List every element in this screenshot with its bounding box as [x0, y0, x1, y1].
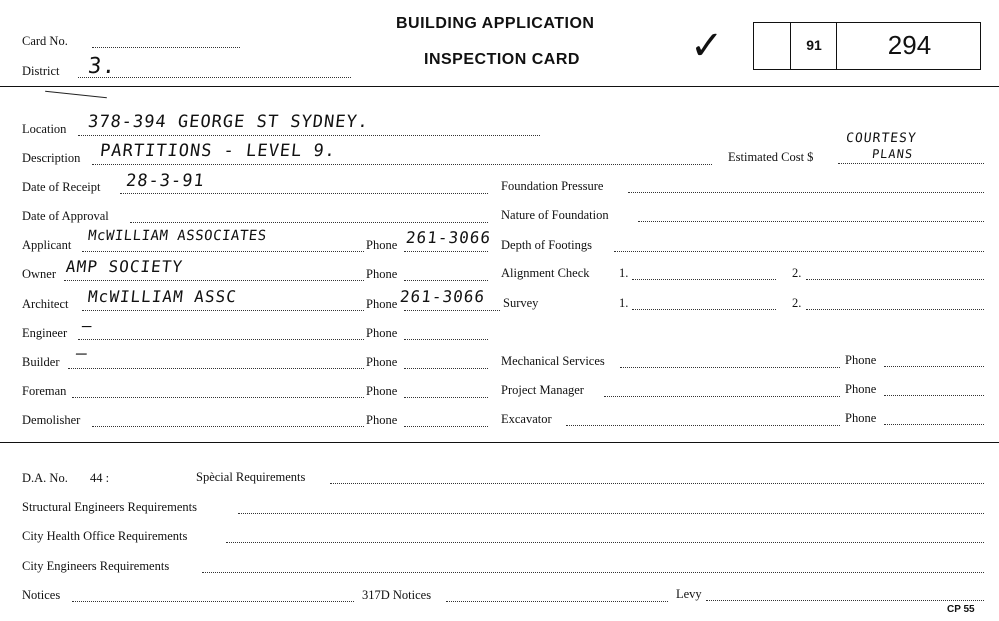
section-divider	[0, 442, 999, 443]
alignment-check-field-2[interactable]	[806, 279, 984, 280]
district-value: 3.	[86, 54, 118, 79]
special-requirements-field[interactable]	[330, 483, 984, 484]
project-manager-label: Project Manager	[501, 383, 584, 397]
engineers-requirements-label: City Engineers Requirements	[22, 559, 170, 573]
date-of-receipt-value: 28-3-91	[124, 171, 206, 191]
foundation-pressure-field[interactable]	[628, 192, 984, 193]
architect-phone-label: Phone	[366, 297, 398, 311]
alignment-check-label: Alignment Check	[501, 266, 590, 280]
alignment-check-num-2: 2.	[792, 266, 802, 280]
form-title-line2: INSPECTION CARD	[424, 51, 580, 68]
estimated-cost-field[interactable]	[838, 163, 984, 164]
card-number-large: 294	[887, 30, 932, 60]
estimated-cost-value-1: COURTESY	[845, 131, 918, 146]
depth-of-footings-field[interactable]	[614, 251, 984, 252]
architect-phone-value: 261-3066	[399, 287, 487, 306]
da-no-value: 44 :	[90, 471, 110, 485]
mechanical-services-label: Mechanical Services	[501, 354, 605, 368]
builder-label: Builder	[22, 355, 60, 369]
demolisher-label: Demolisher	[22, 413, 81, 427]
depth-of-footings-label: Depth of Footings	[501, 238, 592, 252]
location-label: Location	[22, 122, 67, 136]
location-value: 378-394 GEORGE ST SYDNEY.	[86, 112, 370, 132]
owner-field[interactable]	[64, 280, 364, 281]
survey-field-1[interactable]	[632, 309, 776, 310]
alignment-check-num-1: 1.	[619, 266, 629, 280]
foreman-phone-field[interactable]	[404, 397, 488, 398]
engineer-value: —	[81, 316, 94, 335]
mechanical-services-phone-label: Phone	[845, 353, 877, 367]
date-of-receipt-label: Date of Receipt	[22, 180, 101, 194]
foundation-pressure-label: Foundation Pressure	[501, 179, 604, 193]
notices-field[interactable]	[72, 601, 354, 602]
nature-of-foundation-label: Nature of Foundation	[501, 208, 609, 222]
excavator-phone-label: Phone	[845, 411, 877, 425]
survey-num-1: 1.	[619, 296, 629, 310]
builder-phone-label: Phone	[366, 355, 398, 369]
survey-num-2: 2.	[792, 296, 802, 310]
date-of-approval-label: Date of Approval	[22, 209, 109, 223]
da-no-label: D.A. No.	[22, 471, 68, 485]
form-code: CP 55	[947, 604, 975, 615]
nature-of-foundation-field[interactable]	[638, 221, 984, 222]
pen-stroke	[45, 91, 107, 98]
foreman-label: Foreman	[22, 384, 67, 398]
engineers-requirements-field[interactable]	[202, 572, 984, 573]
architect-label: Architect	[22, 297, 69, 311]
project-manager-phone-field[interactable]	[884, 395, 984, 396]
excavator-phone-field[interactable]	[884, 424, 984, 425]
estimated-cost-label: Estimated Cost $	[728, 150, 814, 164]
builder-field[interactable]	[68, 368, 364, 369]
foreman-field[interactable]	[72, 397, 364, 398]
location-field[interactable]	[78, 135, 540, 136]
builder-value: —	[74, 343, 89, 364]
applicant-phone-field[interactable]	[404, 251, 488, 252]
health-requirements-field[interactable]	[226, 542, 984, 543]
excavator-field[interactable]	[566, 425, 840, 426]
description-label: Description	[22, 151, 81, 165]
card-no-label: Card No.	[22, 34, 68, 48]
district-field[interactable]	[78, 77, 351, 78]
demolisher-phone-label: Phone	[366, 413, 398, 427]
special-requirements-label: Spècial Requirements	[196, 470, 306, 484]
architect-field[interactable]	[82, 310, 364, 311]
structural-requirements-field[interactable]	[238, 513, 984, 514]
description-value: PARTITIONS - LEVEL 9.	[98, 141, 337, 161]
form-title-line1: BUILDING APPLICATION	[396, 15, 595, 32]
date-of-receipt-field[interactable]	[120, 193, 488, 194]
estimated-cost-value-2: PLANS	[871, 147, 914, 161]
notices-317d-field[interactable]	[446, 601, 668, 602]
project-manager-field[interactable]	[604, 396, 840, 397]
applicant-value: McWILLIAM ASSOCIATES	[87, 228, 268, 244]
owner-value: AMP SOCIETY	[65, 257, 184, 276]
project-manager-phone-label: Phone	[845, 382, 877, 396]
mechanical-services-field[interactable]	[620, 367, 840, 368]
description-field[interactable]	[92, 164, 712, 165]
mechanical-services-phone-field[interactable]	[884, 366, 984, 367]
alignment-check-field-1[interactable]	[632, 279, 776, 280]
owner-phone-field[interactable]	[404, 280, 488, 281]
notices-label: Notices	[22, 588, 61, 602]
levy-field[interactable]	[706, 600, 984, 601]
applicant-phone-label: Phone	[366, 238, 398, 252]
applicant-label: Applicant	[22, 238, 72, 252]
check-mark-icon: ✓	[690, 23, 724, 69]
foreman-phone-label: Phone	[366, 384, 398, 398]
card-number-small: 91	[806, 37, 822, 53]
applicant-phone-value: 261-3066	[405, 228, 493, 247]
card-no-field[interactable]	[92, 47, 240, 48]
demolisher-phone-field[interactable]	[404, 426, 488, 427]
engineer-label: Engineer	[22, 326, 68, 340]
health-requirements-label: City Health Office Requirements	[22, 529, 188, 543]
owner-label: Owner	[22, 267, 57, 281]
architect-value: McWILLIAM ASSC	[87, 287, 238, 306]
engineer-phone-field[interactable]	[404, 339, 488, 340]
builder-phone-field[interactable]	[404, 368, 488, 369]
engineer-field[interactable]	[78, 339, 364, 340]
owner-phone-label: Phone	[366, 267, 398, 281]
demolisher-field[interactable]	[92, 426, 364, 427]
header-divider	[0, 86, 999, 87]
survey-field-2[interactable]	[806, 309, 984, 310]
district-label: District	[22, 64, 60, 78]
excavator-label: Excavator	[501, 412, 552, 426]
engineer-phone-label: Phone	[366, 326, 398, 340]
applicant-field[interactable]	[82, 251, 364, 252]
architect-phone-field[interactable]	[404, 310, 500, 311]
notices-317d-label: 317D Notices	[362, 588, 432, 602]
structural-requirements-label: Structural Engineers Requirements	[22, 500, 197, 514]
date-of-approval-field[interactable]	[130, 222, 488, 223]
survey-label: Survey	[503, 296, 539, 310]
levy-label: Levy	[676, 587, 702, 601]
